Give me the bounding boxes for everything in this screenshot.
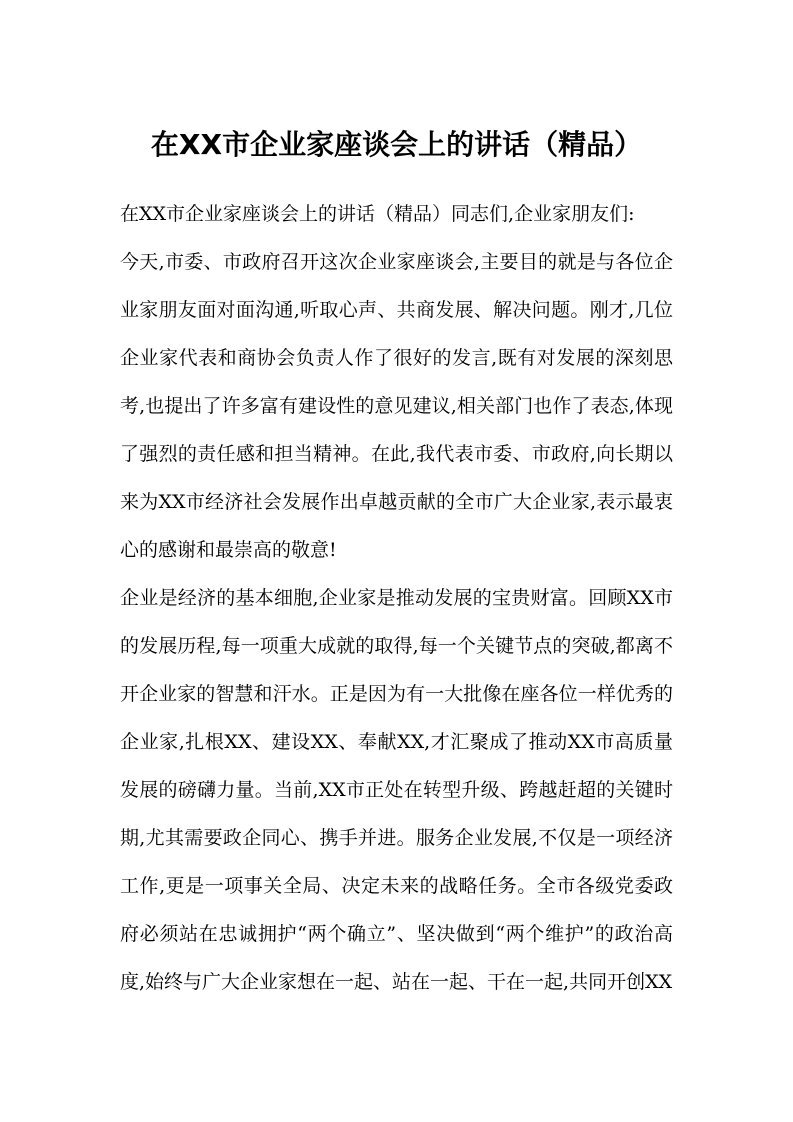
paragraph-salutation: 在XX市企业家座谈会上的讲话（精品）同志们,企业家朋友们: xyxy=(120,203,635,225)
document-body xyxy=(120,190,673,1006)
document-title: 在XX市企业家座谈会上的讲话（精品） xyxy=(150,128,643,161)
paragraph-opening: 今天,市委、市政府召开这次企业家座谈会,主要目的就是与各位企业家朋友面对面沟通,听取心声、共商发展、解决问题。刚才,几位企业家代表和商协会负责人作了很好的发言,既有对发展的深刻思考,也提出了许多富有建设性的意见建议,相关部门也作了表态,体现了强烈的责任感和担当精神。在此,我代表市委、市政府,向长期以来为XX市经济社会发展作出卓越贡献的全市广大企业家,表示最衷心的感谢和最崇高的敬意! xyxy=(120,251,673,561)
paragraph-enterprise-role: 企业是经济的基本细胞,企业家是推动发展的宝贵财富。回顾XX市的发展历程,每一项重大成就的取得,每一个关键节点的突破,都离不开企业家的智慧和汗水。正是因为有一大批像在座各位一样优秀的企业家,扎根XX、建设XX、奉献XX,才汇聚成了推动XX市高质量发展的磅礴力量。当前,XX市正处在转型升级、跨越赶超的关键时期,尤其需要政企同心、携手并进。服务企业发展,不仅是一项经济工作,更是一项事关全局、决定未来的战略任务。全市各级党委政府必须站在忠诚拥护“两个确立”、坚决做到“两个维护”的政治高度,始终与广大企业家想在一起、站在一起、干在一起,共同开创XX xyxy=(120,587,673,993)
